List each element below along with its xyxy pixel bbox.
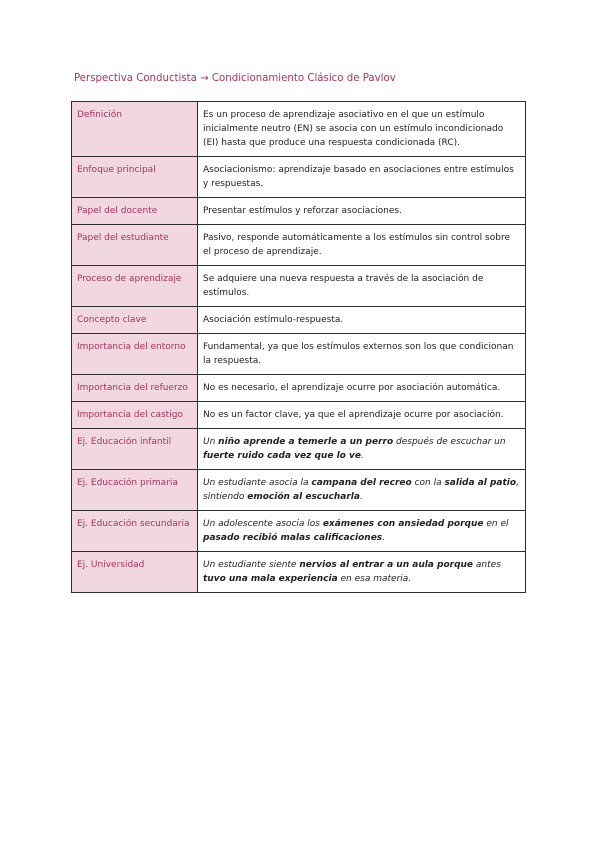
table-row [72, 375, 526, 402]
table-row [72, 225, 526, 266]
table-row [72, 198, 526, 225]
table-row [72, 552, 526, 593]
row-label: Papel del estudiante [72, 225, 198, 266]
row-value: No es necesario, el aprendizaje ocurre por asociación automática. [198, 375, 526, 402]
table-row [72, 402, 526, 429]
table-row [72, 266, 526, 307]
row-value: Pasivo, responde automáticamente a los estímulos sin control sobre el proceso de aprendizaje. [198, 225, 526, 266]
row-label: Ej. Universidad [72, 552, 198, 593]
table-row [72, 470, 526, 511]
row-label: Importancia del entorno [72, 334, 198, 375]
row-value: Un estudiante asocia la campana del recreo con la salida al patio, sintiendo emoción al escucharla. [198, 470, 526, 511]
row-value: Presentar estímulos y reforzar asociaciones. [198, 198, 526, 225]
table-row [72, 307, 526, 334]
row-label: Definición [72, 102, 198, 157]
row-label: Papel del docente [72, 198, 198, 225]
page-title: Perspectiva Conductista → Condicionamiento Clásico de Pavlov [74, 73, 396, 84]
row-value: Asociacionismo: aprendizaje basado en asociaciones entre estímulos y respuestas. [198, 157, 526, 198]
row-value: Un adolescente asocia los exámenes con ansiedad porque en el pasado recibió malas calificaciones. [198, 511, 526, 552]
row-value: No es un factor clave, ya que el aprendizaje ocurre por asociación. [198, 402, 526, 429]
row-label: Ej. Educación infantil [72, 429, 198, 470]
row-value: Un niño aprende a temerle a un perro después de escuchar un fuerte ruido cada vez que lo ve. [198, 429, 526, 470]
table-row [72, 334, 526, 375]
row-value: Asociación estímulo-respuesta. [198, 307, 526, 334]
row-label: Ej. Educación primaria [72, 470, 198, 511]
table-row [72, 429, 526, 470]
row-value: Fundamental, ya que los estímulos externos son los que condicionan la respuesta. [198, 334, 526, 375]
row-label: Enfoque principal [72, 157, 198, 198]
table-row [72, 102, 526, 157]
row-label: Ej. Educación secundaria [72, 511, 198, 552]
table-row [72, 157, 526, 198]
row-value: Se adquiere una nueva respuesta a través de la asociación de estímulos. [198, 266, 526, 307]
row-label: Importancia del castigo [72, 402, 198, 429]
row-label: Concepto clave [72, 307, 198, 334]
row-label: Importancia del refuerzo [72, 375, 198, 402]
table-row [72, 511, 526, 552]
row-label: Proceso de aprendizaje [72, 266, 198, 307]
comparison-table [71, 101, 526, 593]
row-value: Un estudiante siente nervios al entrar a un aula porque antes tuvo una mala experiencia en esa materia. [198, 552, 526, 593]
row-value: Es un proceso de aprendizaje asociativo en el que un estímulo inicialmente neutro (EN) se asocia con un estímulo incondicionado (EI) hasta que produce una respuesta condicionada (RC). [198, 102, 526, 157]
